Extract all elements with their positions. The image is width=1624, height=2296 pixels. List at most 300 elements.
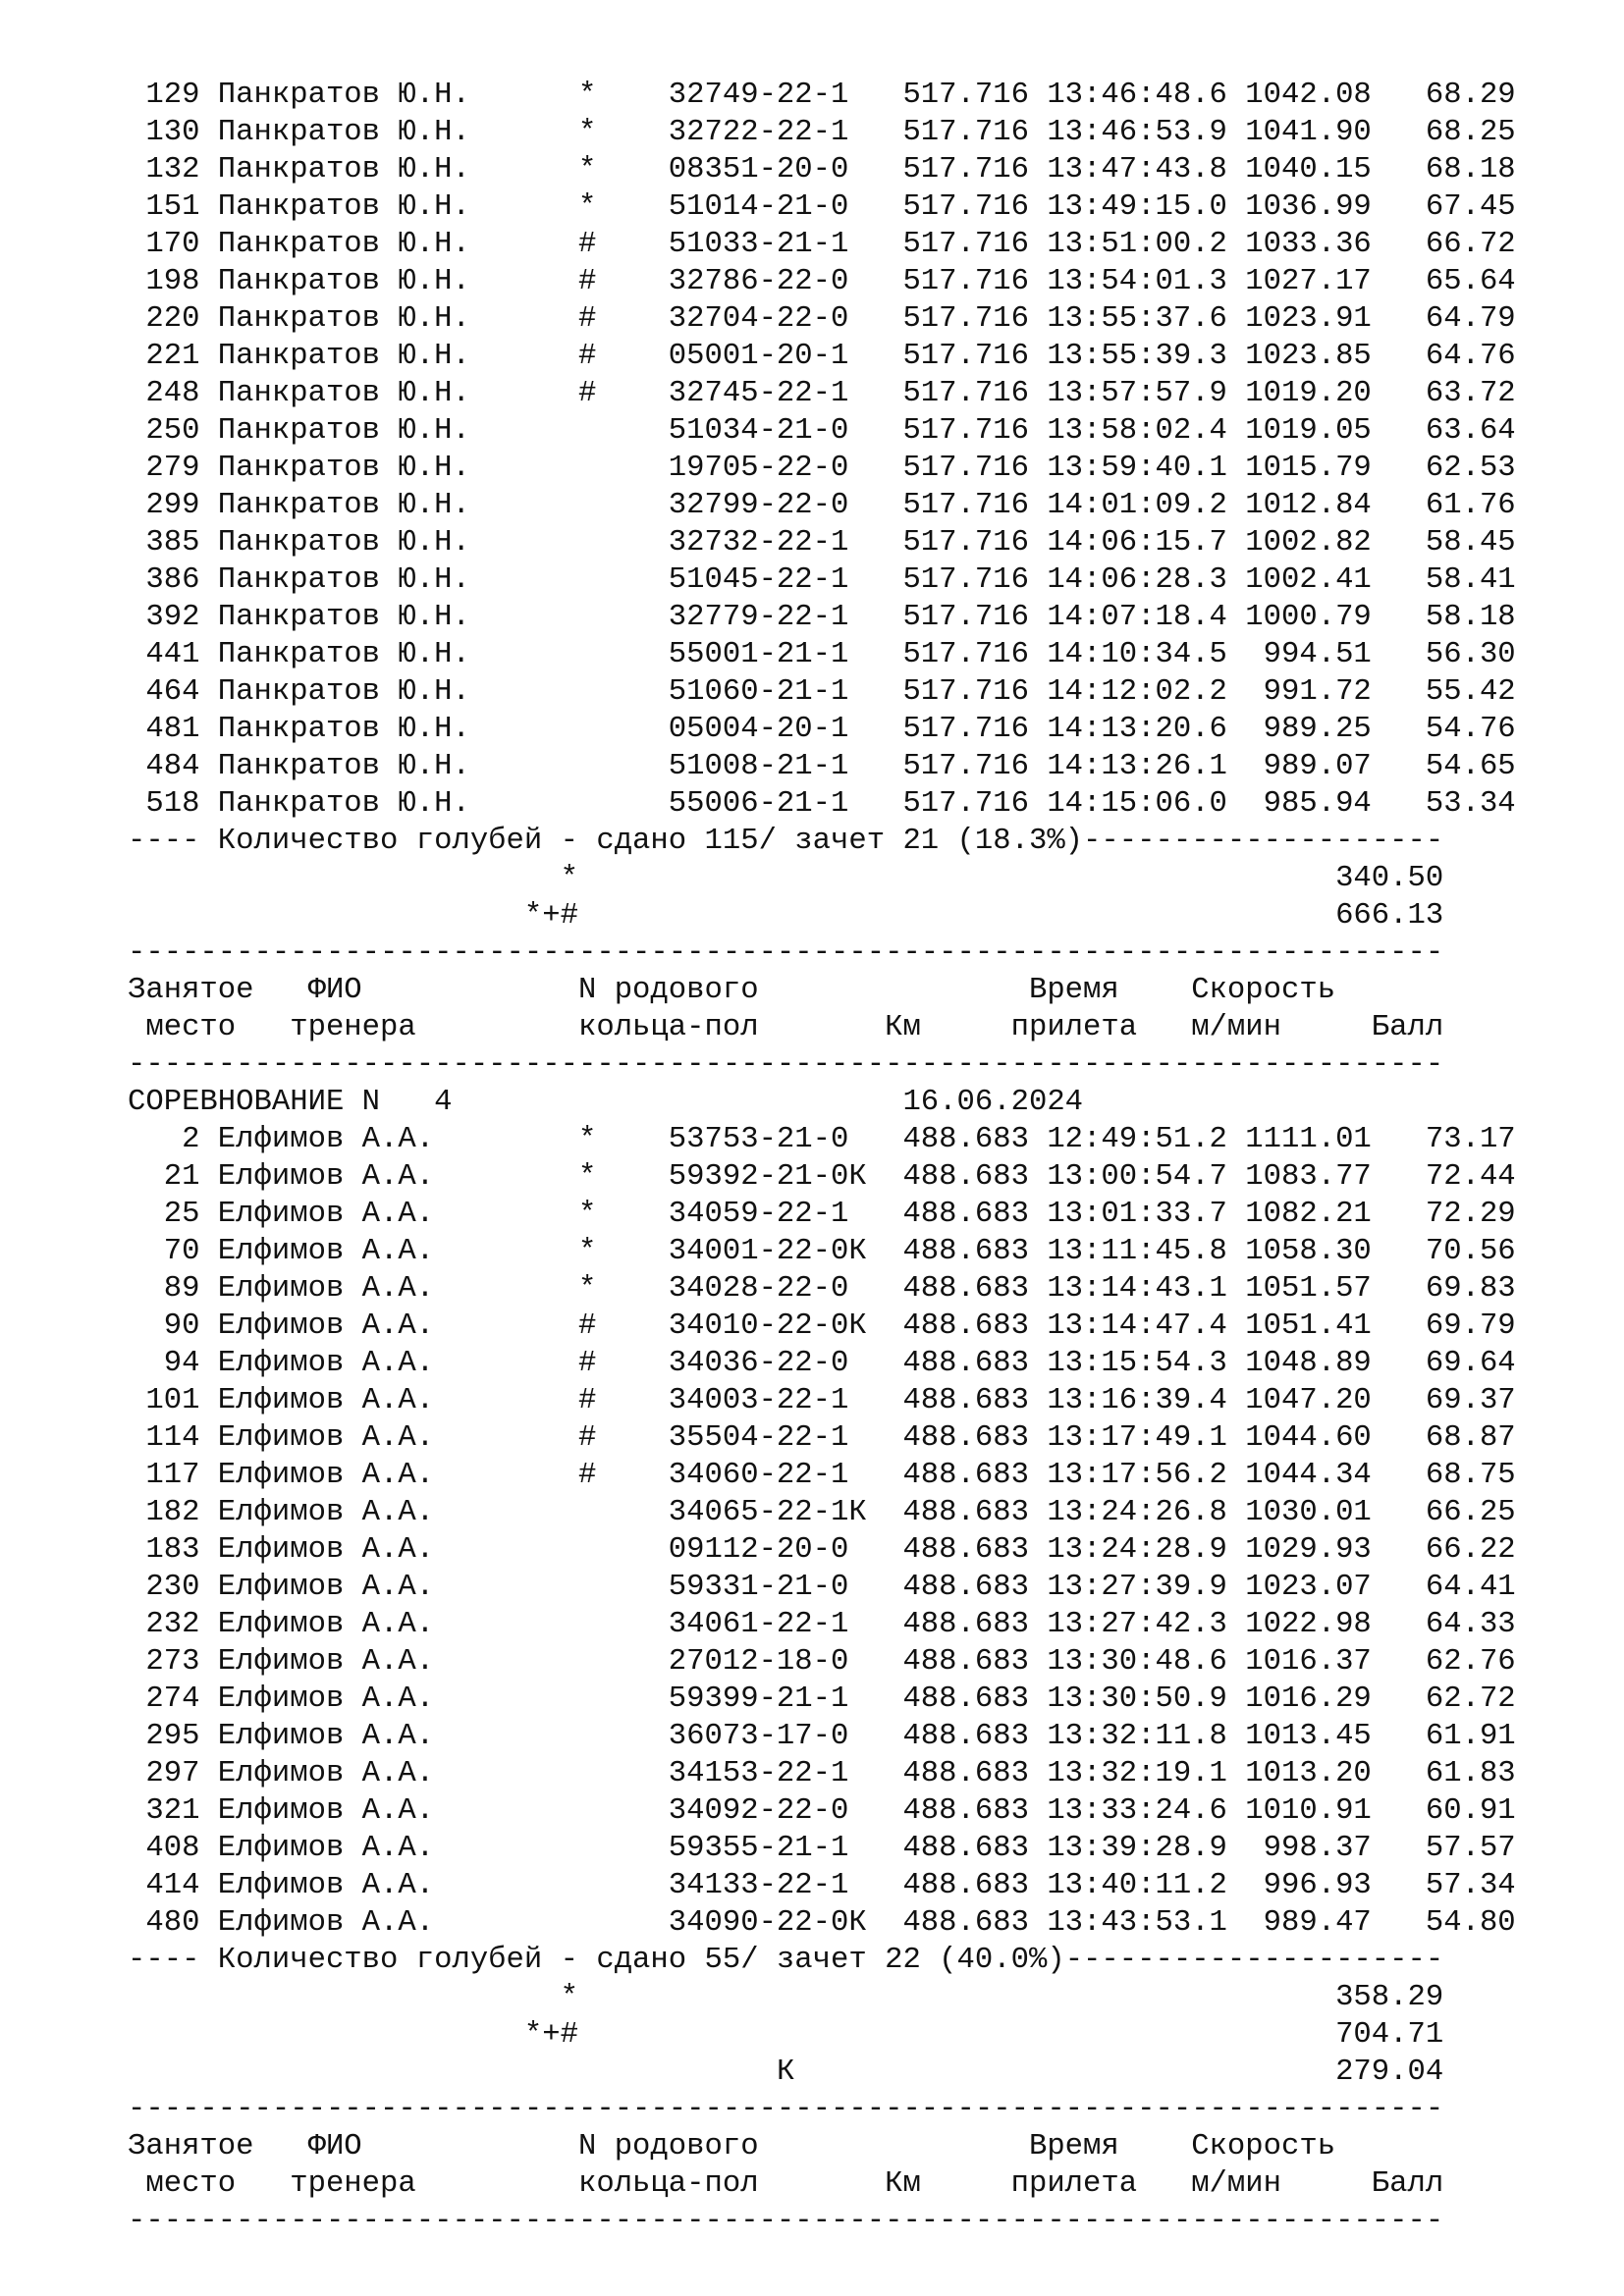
- cell-mark: #: [577, 302, 597, 336]
- cell-name: Панкратов Ю.Н.: [217, 563, 470, 597]
- cell-speed: 1044.34: [1245, 1459, 1372, 1492]
- cell-place: 70: [163, 1235, 200, 1268]
- cell-score: 68.25: [1425, 116, 1516, 149]
- cell-place: 464: [145, 675, 200, 709]
- cell-name: Елфимов А.А.: [217, 1832, 435, 1865]
- result-row: [128, 1531, 1561, 1569]
- cell-mark: #: [577, 1309, 597, 1343]
- result-row: [128, 1233, 1561, 1270]
- cell-score: 69.79: [1425, 1309, 1516, 1343]
- cell-time: 14:13:26.1: [1047, 750, 1227, 783]
- cell-place: 114: [145, 1421, 200, 1455]
- column-header: м/мин: [1191, 2167, 1281, 2201]
- result-row: [128, 1158, 1561, 1196]
- cell-name: Елфимов А.А.: [217, 1198, 435, 1231]
- cell-ring: 34133-22-1: [668, 1869, 849, 1902]
- cell-km: 517.716: [902, 526, 1029, 560]
- divider-rule: -------------------------------------------------------------------------: [128, 1048, 1444, 1082]
- summary-line: ---- Количество голубей - сдано 55/ зачет 22 (40.0%)---------------------: [128, 1944, 1444, 1977]
- cell-time: 13:11:45.8: [1047, 1235, 1227, 1268]
- result-row: [128, 711, 1561, 748]
- cell-name: Панкратов Ю.Н.: [217, 414, 470, 448]
- cell-ring: 51060-21-1: [668, 675, 849, 709]
- cell-ring: 32704-22-0: [668, 302, 849, 336]
- cell-score: 64.41: [1425, 1571, 1516, 1604]
- cell-ring: 35504-22-1: [668, 1421, 849, 1455]
- cell-score: 64.76: [1425, 340, 1516, 373]
- total-line: [128, 1979, 1561, 2016]
- cell-km: 488.683: [902, 1496, 1029, 1529]
- cell-speed: 1047.20: [1245, 1384, 1372, 1417]
- cell-mark: *: [577, 1123, 597, 1156]
- cell-speed: 1042.08: [1245, 79, 1372, 112]
- cell-mark: #: [577, 1421, 597, 1455]
- cell-time: 13:01:33.7: [1047, 1198, 1227, 1231]
- cell-score: 61.83: [1425, 1757, 1516, 1790]
- column-header: тренера: [290, 1011, 416, 1044]
- result-row: [128, 1681, 1561, 1718]
- result-row: [128, 1270, 1561, 1308]
- cell-name: Панкратов Ю.Н.: [217, 79, 470, 112]
- cell-km: 488.683: [902, 1720, 1029, 1753]
- competition-title: [128, 1084, 1561, 1121]
- cell-score: 54.80: [1425, 1906, 1516, 1940]
- cell-time: 13:46:53.9: [1047, 116, 1227, 149]
- cell-time: 13:58:02.4: [1047, 414, 1227, 448]
- cell-name: Панкратов Ю.Н.: [217, 489, 470, 522]
- cell-time: 13:39:28.9: [1047, 1832, 1227, 1865]
- cell-time: 13:40:11.2: [1047, 1869, 1227, 1902]
- cell-km: 517.716: [902, 190, 1029, 224]
- cell-ring: 32749-22-1: [668, 79, 849, 112]
- cell-km: 517.716: [902, 265, 1029, 298]
- cell-score: 72.29: [1425, 1198, 1516, 1231]
- column-header: прилета: [1010, 2167, 1138, 2201]
- result-row: [128, 188, 1561, 226]
- cell-ring: 55001-21-1: [668, 638, 849, 671]
- cell-place: 248: [145, 377, 200, 410]
- result-row: [128, 450, 1561, 487]
- column-header: Балл: [1371, 2167, 1444, 2201]
- cell-score: 60.91: [1425, 1794, 1516, 1828]
- cell-time: 13:16:39.4: [1047, 1384, 1227, 1417]
- cell-score: 62.72: [1425, 1682, 1516, 1716]
- cell-time: 13:30:50.9: [1047, 1682, 1227, 1716]
- result-row: [128, 1345, 1561, 1382]
- column-header: ФИО: [307, 2130, 362, 2163]
- cell-score: 69.83: [1425, 1272, 1516, 1306]
- cell-mark: *: [577, 1272, 597, 1306]
- cell-name: Панкратов Ю.Н.: [217, 377, 470, 410]
- cell-place: 392: [145, 601, 200, 634]
- cell-speed: 1000.79: [1245, 601, 1372, 634]
- cell-km: 517.716: [902, 79, 1029, 112]
- cell-km: 517.716: [902, 489, 1029, 522]
- cell-time: 14:13:20.6: [1047, 713, 1227, 746]
- cell-place: 182: [145, 1496, 200, 1529]
- result-row: [128, 599, 1561, 636]
- cell-ring: 05004-20-1: [668, 713, 849, 746]
- cell-ring: 34010-22-0К: [668, 1309, 867, 1343]
- cell-time: 13:33:24.6: [1047, 1794, 1227, 1828]
- cell-km: 517.716: [902, 153, 1029, 187]
- cell-score: 54.76: [1425, 713, 1516, 746]
- cell-name: Елфимов А.А.: [217, 1235, 435, 1268]
- column-header: Скорость: [1191, 974, 1336, 1007]
- cell-km: 488.683: [902, 1198, 1029, 1231]
- cell-ring: 05001-20-1: [668, 340, 849, 373]
- result-row: [128, 1121, 1561, 1158]
- result-row: [128, 1643, 1561, 1681]
- cell-place: 89: [163, 1272, 200, 1306]
- summary-line: ---- Количество голубей - сдано 115/ зачет 21 (18.3%)--------------------: [128, 825, 1444, 858]
- cell-time: 14:07:18.4: [1047, 601, 1227, 634]
- cell-place: 321: [145, 1794, 200, 1828]
- cell-name: Панкратов Ю.Н.: [217, 190, 470, 224]
- result-row: [128, 1830, 1561, 1867]
- cell-ring: 34028-22-0: [668, 1272, 849, 1306]
- cell-speed: 1027.17: [1245, 265, 1372, 298]
- result-row: [128, 226, 1561, 263]
- cell-place: 385: [145, 526, 200, 560]
- cell-place: 299: [145, 489, 200, 522]
- total-label: *+#: [523, 899, 578, 933]
- cell-place: 230: [145, 1571, 200, 1604]
- cell-score: 69.37: [1425, 1384, 1516, 1417]
- cell-km: 488.683: [902, 1869, 1029, 1902]
- cell-time: 13:54:01.3: [1047, 265, 1227, 298]
- cell-km: 517.716: [902, 340, 1029, 373]
- cell-km: 488.683: [902, 1272, 1029, 1306]
- cell-km: 517.716: [902, 638, 1029, 671]
- cell-score: 56.30: [1425, 638, 1516, 671]
- cell-score: 66.25: [1425, 1496, 1516, 1529]
- cell-km: 517.716: [902, 302, 1029, 336]
- cell-km: 488.683: [902, 1309, 1029, 1343]
- cell-place: 101: [145, 1384, 200, 1417]
- summary-text: Количество голубей - сдано 55/ зачет 22 (40.0%): [217, 1944, 1065, 1977]
- cell-time: 13:47:43.8: [1047, 153, 1227, 187]
- total-label: *: [560, 1981, 578, 2014]
- cell-speed: 1002.41: [1245, 563, 1372, 597]
- cell-speed: 998.37: [1263, 1832, 1372, 1865]
- cell-time: 13:49:15.0: [1047, 190, 1227, 224]
- cell-place: 221: [145, 340, 200, 373]
- cell-place: 481: [145, 713, 200, 746]
- cell-name: Панкратов Ю.Н.: [217, 116, 470, 149]
- cell-score: 58.41: [1425, 563, 1516, 597]
- result-row: [128, 1904, 1561, 1942]
- result-row: [128, 1382, 1561, 1419]
- cell-mark: #: [577, 265, 597, 298]
- column-header: Время: [1028, 974, 1119, 1007]
- cell-speed: 1030.01: [1245, 1496, 1372, 1529]
- cell-score: 61.76: [1425, 489, 1516, 522]
- cell-ring: 34153-22-1: [668, 1757, 849, 1790]
- result-row: [128, 412, 1561, 450]
- result-row: [128, 673, 1561, 711]
- cell-km: 517.716: [902, 675, 1029, 709]
- column-header: Км: [885, 1011, 921, 1044]
- cell-speed: 1029.93: [1245, 1533, 1372, 1567]
- cell-km: 517.716: [902, 563, 1029, 597]
- cell-score: 57.34: [1425, 1869, 1516, 1902]
- cell-ring: 34092-22-0: [668, 1794, 849, 1828]
- cell-place: 297: [145, 1757, 200, 1790]
- column-header-line-2: [128, 1009, 1561, 1046]
- cell-mark: *: [577, 1235, 597, 1268]
- result-row: [128, 114, 1561, 151]
- cell-score: 68.29: [1425, 79, 1516, 112]
- total-line: [128, 2016, 1561, 2054]
- cell-place: 480: [145, 1906, 200, 1940]
- cell-ring: 32779-22-1: [668, 601, 849, 634]
- cell-speed: 1022.98: [1245, 1608, 1372, 1641]
- cell-time: 13:24:26.8: [1047, 1496, 1227, 1529]
- cell-name: Елфимов А.А.: [217, 1571, 435, 1604]
- cell-ring: 27012-18-0: [668, 1645, 849, 1679]
- column-header: Км: [885, 2167, 921, 2201]
- result-row: [128, 1718, 1561, 1755]
- total-label: К: [776, 2056, 795, 2089]
- cell-km: 488.683: [902, 1347, 1029, 1380]
- cell-name: Панкратов Ю.Н.: [217, 302, 470, 336]
- cell-time: 13:57:57.9: [1047, 377, 1227, 410]
- cell-ring: 59399-21-1: [668, 1682, 849, 1716]
- cell-score: 55.42: [1425, 675, 1516, 709]
- cell-time: 13:32:19.1: [1047, 1757, 1227, 1790]
- cell-km: 488.683: [902, 1906, 1029, 1940]
- cell-speed: 1013.45: [1245, 1720, 1372, 1753]
- cell-ring: 51033-21-1: [668, 228, 849, 261]
- result-row: [128, 151, 1561, 188]
- result-row: [128, 1755, 1561, 1792]
- cell-score: 58.45: [1425, 526, 1516, 560]
- result-row: [128, 748, 1561, 785]
- cell-name: Панкратов Ю.Н.: [217, 340, 470, 373]
- column-header: место: [145, 1011, 237, 1044]
- cell-score: 73.17: [1425, 1123, 1516, 1156]
- cell-speed: 1015.79: [1245, 452, 1372, 485]
- column-header: тренера: [290, 2167, 416, 2201]
- cell-place: 484: [145, 750, 200, 783]
- cell-score: 66.22: [1425, 1533, 1516, 1567]
- cell-speed: 1111.01: [1245, 1123, 1372, 1156]
- cell-place: 274: [145, 1682, 200, 1716]
- cell-place: 151: [145, 190, 200, 224]
- cell-place: 117: [145, 1459, 200, 1492]
- cell-name: Панкратов Ю.Н.: [217, 713, 470, 746]
- cell-place: 279: [145, 452, 200, 485]
- divider-rule: -------------------------------------------------------------------------: [128, 2205, 1444, 2238]
- cell-ring: 34061-22-1: [668, 1608, 849, 1641]
- competition-label: СОРЕВНОВАНИЕ N 4: [128, 1086, 453, 1119]
- cell-time: 14:06:15.7: [1047, 526, 1227, 560]
- cell-speed: 1083.77: [1245, 1160, 1372, 1194]
- cell-km: 517.716: [902, 116, 1029, 149]
- cell-name: Елфимов А.А.: [217, 1720, 435, 1753]
- result-row: [128, 300, 1561, 338]
- cell-place: 250: [145, 414, 200, 448]
- cell-km: 517.716: [902, 713, 1029, 746]
- cell-km: 488.683: [902, 1533, 1029, 1567]
- cell-km: 517.716: [902, 750, 1029, 783]
- cell-time: 13:14:43.1: [1047, 1272, 1227, 1306]
- total-line: [128, 860, 1561, 897]
- cell-speed: 989.25: [1263, 713, 1372, 746]
- cell-ring: 51034-21-0: [668, 414, 849, 448]
- cell-km: 488.683: [902, 1832, 1029, 1865]
- cell-ring: 19705-22-0: [668, 452, 849, 485]
- cell-name: Елфимов А.А.: [217, 1421, 435, 1455]
- cell-ring: 34060-22-1: [668, 1459, 849, 1492]
- cell-speed: 1040.15: [1245, 153, 1372, 187]
- result-row: [128, 636, 1561, 673]
- result-row: [128, 1196, 1561, 1233]
- cell-time: 13:46:48.6: [1047, 79, 1227, 112]
- cell-ring: 55006-21-1: [668, 787, 849, 821]
- cell-place: 220: [145, 302, 200, 336]
- competition-date: 16.06.2024: [902, 1086, 1084, 1119]
- cell-name: Панкратов Ю.Н.: [217, 228, 470, 261]
- cell-mark: *: [577, 79, 597, 112]
- column-header: Скорость: [1191, 2130, 1336, 2163]
- column-header: место: [145, 2167, 237, 2201]
- column-header: N родового: [577, 2130, 759, 2163]
- cell-speed: 1010.91: [1245, 1794, 1372, 1828]
- cell-ring: 34001-22-0К: [668, 1235, 867, 1268]
- cell-place: 21: [163, 1160, 200, 1194]
- cell-speed: 1082.21: [1245, 1198, 1372, 1231]
- cell-name: Панкратов Ю.Н.: [217, 601, 470, 634]
- cell-place: 198: [145, 265, 200, 298]
- cell-time: 12:49:51.2: [1047, 1123, 1227, 1156]
- cell-score: 68.87: [1425, 1421, 1516, 1455]
- cell-km: 488.683: [902, 1608, 1029, 1641]
- cell-name: Елфимов А.А.: [217, 1123, 435, 1156]
- cell-mark: *: [577, 1198, 597, 1231]
- column-header: Балл: [1371, 1011, 1444, 1044]
- result-row: [128, 1494, 1561, 1531]
- result-row: [128, 785, 1561, 823]
- cell-place: 132: [145, 153, 200, 187]
- cell-time: 13:55:39.3: [1047, 340, 1227, 373]
- cell-ring: 34003-22-1: [668, 1384, 849, 1417]
- cell-score: 65.64: [1425, 265, 1516, 298]
- cell-name: Елфимов А.А.: [217, 1645, 435, 1679]
- cell-speed: 996.93: [1263, 1869, 1372, 1902]
- cell-mark: *: [577, 153, 597, 187]
- cell-speed: 1036.99: [1245, 190, 1372, 224]
- cell-place: 441: [145, 638, 200, 671]
- column-header: Время: [1028, 2130, 1119, 2163]
- cell-name: Елфимов А.А.: [217, 1160, 435, 1194]
- cell-place: 2: [182, 1123, 200, 1156]
- cell-ring: 32732-22-1: [668, 526, 849, 560]
- cell-time: 13:17:49.1: [1047, 1421, 1227, 1455]
- cell-km: 517.716: [902, 414, 1029, 448]
- result-row: [128, 1419, 1561, 1457]
- cell-time: 13:24:28.9: [1047, 1533, 1227, 1567]
- cell-name: Панкратов Ю.Н.: [217, 153, 470, 187]
- cell-score: 53.34: [1425, 787, 1516, 821]
- cell-km: 488.683: [902, 1160, 1029, 1194]
- result-row: [128, 524, 1561, 561]
- cell-name: Елфимов А.А.: [217, 1682, 435, 1716]
- column-header: м/мин: [1191, 1011, 1281, 1044]
- divider-rule: -------------------------------------------------------------------------: [128, 2093, 1444, 2126]
- cell-ring: 51045-22-1: [668, 563, 849, 597]
- cell-mark: #: [577, 1384, 597, 1417]
- result-row: [128, 1569, 1561, 1606]
- cell-km: 488.683: [902, 1757, 1029, 1790]
- cell-place: 386: [145, 563, 200, 597]
- cell-ring: 34090-22-0К: [668, 1906, 867, 1940]
- cell-ring: 36073-17-0: [668, 1720, 849, 1753]
- cell-score: 68.18: [1425, 153, 1516, 187]
- cell-score: 61.91: [1425, 1720, 1516, 1753]
- cell-ring: 08351-20-0: [668, 153, 849, 187]
- cell-place: 408: [145, 1832, 200, 1865]
- cell-score: 69.64: [1425, 1347, 1516, 1380]
- cell-time: 13:00:54.7: [1047, 1160, 1227, 1194]
- cell-name: Панкратов Ю.Н.: [217, 452, 470, 485]
- cell-score: 57.57: [1425, 1832, 1516, 1865]
- cell-km: 517.716: [902, 787, 1029, 821]
- cell-name: Елфимов А.А.: [217, 1906, 435, 1940]
- cell-time: 14:06:28.3: [1047, 563, 1227, 597]
- column-header-line-1: [128, 972, 1561, 1009]
- column-header: Занятое: [128, 974, 254, 1007]
- total-value: 666.13: [1335, 899, 1444, 933]
- cell-place: 129: [145, 79, 200, 112]
- cell-score: 72.44: [1425, 1160, 1516, 1194]
- cell-place: 232: [145, 1608, 200, 1641]
- cell-name: Елфимов А.А.: [217, 1272, 435, 1306]
- cell-name: Елфимов А.А.: [217, 1757, 435, 1790]
- cell-speed: 1016.37: [1245, 1645, 1372, 1679]
- cell-speed: 991.72: [1263, 675, 1372, 709]
- result-row: [128, 375, 1561, 412]
- result-row: [128, 1457, 1561, 1494]
- cell-time: 13:51:00.2: [1047, 228, 1227, 261]
- cell-time: 14:15:06.0: [1047, 787, 1227, 821]
- column-header: кольца-пол: [577, 2167, 759, 2201]
- cell-ring: 34059-22-1: [668, 1198, 849, 1231]
- cell-ring: 34036-22-0: [668, 1347, 849, 1380]
- cell-time: 13:14:47.4: [1047, 1309, 1227, 1343]
- cell-speed: 1058.30: [1245, 1235, 1372, 1268]
- cell-place: 94: [163, 1347, 200, 1380]
- cell-time: 13:32:11.8: [1047, 1720, 1227, 1753]
- cell-score: 64.79: [1425, 302, 1516, 336]
- cell-place: 130: [145, 116, 200, 149]
- divider-rule: -------------------------------------------------------------------------: [128, 936, 1444, 970]
- cell-speed: 994.51: [1263, 638, 1372, 671]
- cell-km: 488.683: [902, 1682, 1029, 1716]
- cell-name: Елфимов А.А.: [217, 1608, 435, 1641]
- total-value: 279.04: [1335, 2056, 1444, 2089]
- cell-speed: 1033.36: [1245, 228, 1372, 261]
- cell-time: 14:10:34.5: [1047, 638, 1227, 671]
- summary-prefix: ----: [128, 1944, 218, 1977]
- cell-speed: 1044.60: [1245, 1421, 1372, 1455]
- total-value: 358.29: [1335, 1981, 1444, 2014]
- cell-mark: #: [577, 1347, 597, 1380]
- cell-place: 170: [145, 228, 200, 261]
- cell-place: 183: [145, 1533, 200, 1567]
- cell-time: 13:55:37.6: [1047, 302, 1227, 336]
